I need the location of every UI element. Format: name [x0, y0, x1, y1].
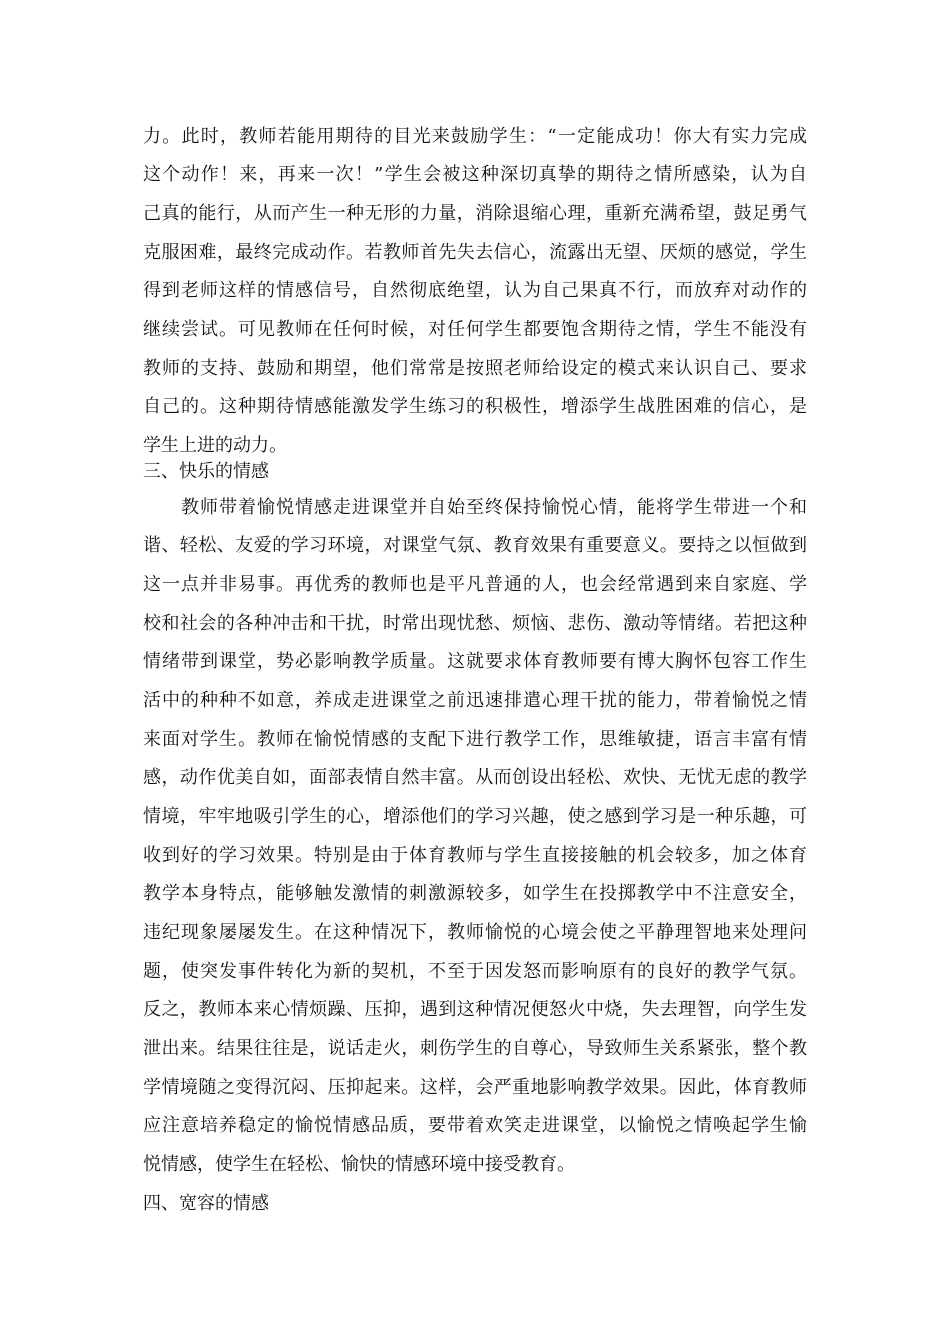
text-line: 继续尝试。可见教师在任何时候，对任何学生都要饱含期待之情，学生不能没有 — [143, 319, 807, 340]
text-line: 教学本身特点，能够触发激情的刺激源较多，如学生在投掷教学中不注意安全， — [143, 883, 807, 904]
text-line: 收到好的学习效果。特别是由于体育教师与学生直接接触的机会较多，加之体育 — [143, 845, 807, 866]
text-line: 反之，教师本来心情烦躁、压抑，遇到这种情况便怒火中烧，失去理智，向学生发 — [143, 999, 807, 1020]
section-heading: 四、宽容的情感 — [143, 1193, 269, 1214]
text-line: 悦情感，使学生在轻松、愉快的情感环境中接受教育。 — [143, 1154, 575, 1175]
text-line: 力。此时，教师若能用期待的目光来鼓励学生：“一定能成功！你大有实力完成 — [143, 126, 807, 147]
text-line: 这个动作！来，再来一次！”学生会被这种深切真挚的期待之情所感染，认为自 — [143, 164, 807, 185]
text-line: 自己的。这种期待情感能激发学生练习的积极性，增添学生战胜困难的信心，是 — [143, 396, 807, 417]
text-line: 教师带着愉悦情感走进课堂并自始至终保持愉悦心情，能将学生带进一个和 — [181, 497, 807, 518]
text-line: 己真的能行，从而产生一种无形的力量，消除退缩心理，重新充满希望，鼓足勇气 — [143, 203, 807, 224]
text-line: 情境，牢牢地吸引学生的心，增添他们的学习兴趣，使之感到学习是一种乐趣，可 — [143, 806, 807, 827]
text-line: 来面对学生。教师在愉悦情感的支配下进行教学工作，思维敏捷，语言丰富有情 — [143, 729, 807, 750]
text-line: 情绪带到课堂，势必影响教学质量。这就要求体育教师要有博大胸怀包容工作生 — [143, 651, 807, 672]
text-line: 活中的种种不如意，养成走进课堂之前迅速排遣心理干扰的能力，带着愉悦之情 — [143, 690, 807, 711]
text-line: 感，动作优美自如，面部表情自然丰富。从而创设出轻松、欢快、无忧无虑的教学 — [143, 767, 807, 788]
text-line: 克服困难，最终完成动作。若教师首先失去信心，流露出无望、厌烦的感觉，学生 — [143, 242, 807, 263]
text-line: 违纪现象屡屡发生。在这种情况下，教师愉悦的心境会使之平静理智地来处理问 — [143, 922, 807, 943]
text-line: 校和社会的各种冲击和干扰，时常出现忧愁、烦恼、悲伤、激动等情绪。若把这种 — [143, 613, 807, 634]
text-line: 学生上进的动力。 — [143, 435, 287, 456]
section-heading: 三、快乐的情感 — [143, 461, 269, 482]
text-line: 学情境随之变得沉闷、压抑起来。这样，会严重地影响教学效果。因此，体育教师 — [143, 1077, 807, 1098]
text-line: 谐、轻松、友爱的学习环境，对课堂气氛、教育效果有重要意义。要持之以恒做到 — [143, 535, 807, 556]
text-line: 教师的支持、鼓励和期望，他们常常是按照老师给设定的模式来认识自己、要求 — [143, 358, 807, 379]
text-line: 题，使突发事件转化为新的契机，不至于因发怒而影响原有的良好的教学气氛。 — [143, 961, 807, 982]
text-line: 应注意培养稳定的愉悦情感品质，要带着欢笑走进课堂，以愉悦之情唤起学生愉 — [143, 1115, 807, 1136]
text-line: 得到老师这样的情感信号，自然彻底绝望，认为自己果真不行，而放弃对动作的 — [143, 280, 807, 301]
text-line: 这一点并非易事。再优秀的教师也是平凡普通的人，也会经常遇到来自家庭、学 — [143, 574, 807, 595]
text-line: 泄出来。结果往往是，说话走火，刺伤学生的自尊心，导致师生关系紧张，整个教 — [143, 1038, 807, 1059]
